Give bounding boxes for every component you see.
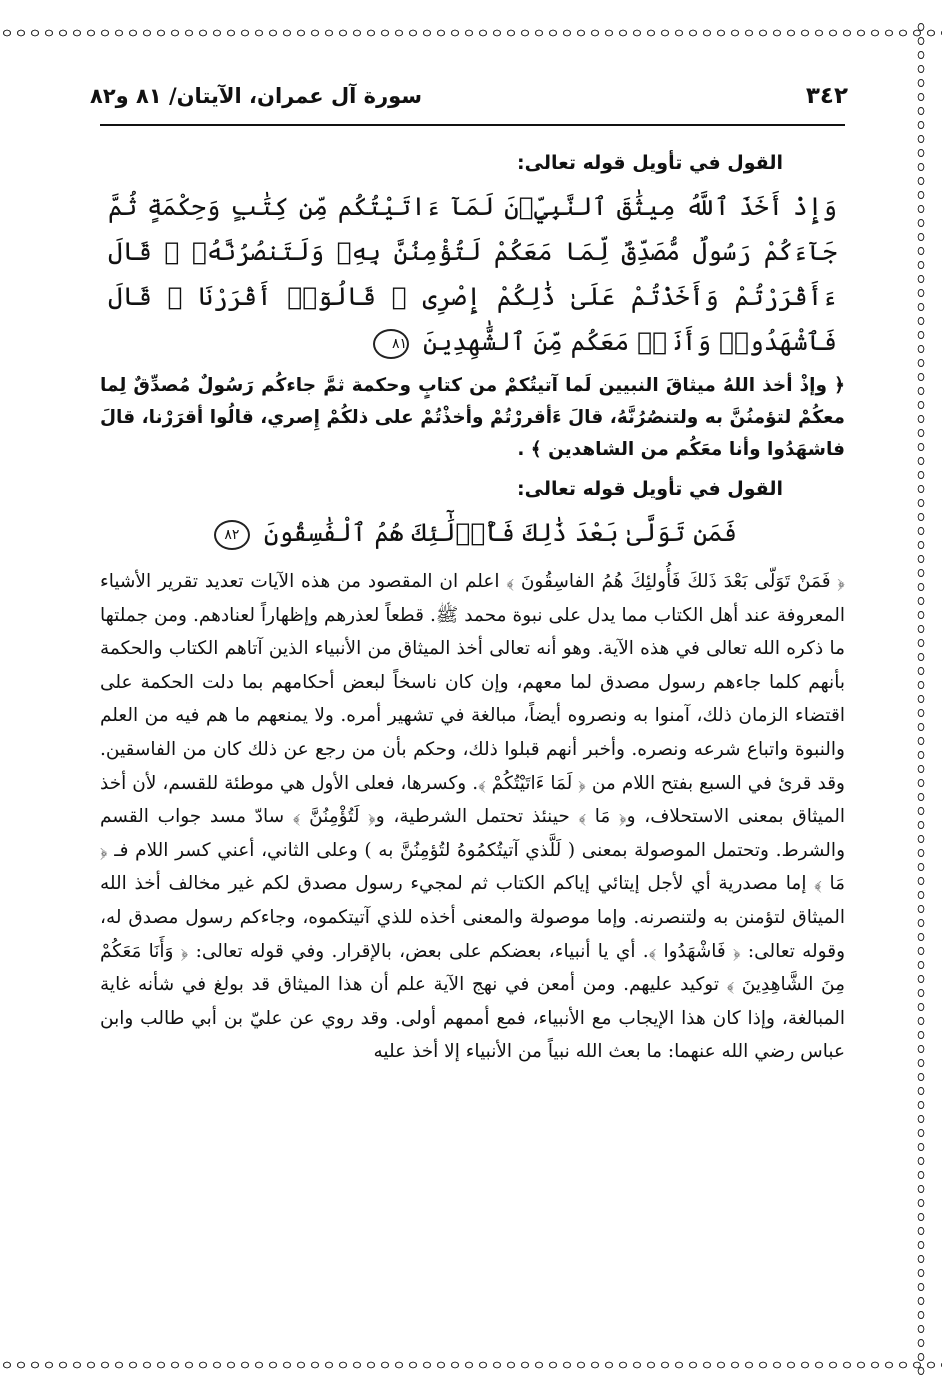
header-divider	[100, 124, 845, 126]
page-header	[90, 78, 848, 114]
section-heading-1: القول في تأويل قوله تعالى:	[517, 152, 783, 174]
commentary-paragraph: ﴿ فَمَنْ تَوَلّى بَعْدَ ذَلكَ فَأُولئِكَ هُمُ الفاسِقُونَ ﴾ اعلم ان المقصود من هذه الآيات تعديد تقرير الأشياء المعروفة عند أهل الكتاب مما يدل على نبوة محمد ﷺ. قطعاً لعذرهم وإظهاراً لعنادهم. ومن جملتها ما ذكره الله تعالى في هذه الآية. وهو أنه تعالى أخذ الميثاق من الأنبياء الذين آتاهم الكتاب والحكمة بأنهم كلما جاءهم رسول مصدق لما معهم، وإن كان ناسخاً لبعض أحكامهم بما دلت الحكمة على اقتضاء الزمان ذلك، آمنوا به ونصروه أيضاً، مبالغة في تشهير أمره. ولا يمنعهم ما هم فيه من العلم والنبوة واتباع شرعه ونصره. وأخبر أنهم قبلوا ذلك، وحكم بأن من رجع عن ذلك كان من الفاسقين. وقد قرئ في السبع بفتح اللام من ﴿ لَمَا ءَاتَيْتُكُمْ ﴾. وكسرها، فعلى الأول هي موطئة للقسم، لأن أخذ الميثاق بمعنى الاستحلاف، و﴿ مَا ﴾ حينئذ تحتمل الشرطية، و﴿ لَتُؤْمِنُنَّ ﴾ سادّ مسد جواب القسم والشرط. وتحتمل الموصولة بمعنى ( لَلَّذي آتيتُكمُوهُ لتُؤمِنُنَّ به ) وعلى الثاني، أعني كسر اللام فـ ﴿ مَا ﴾ إما مصدرية أي لأجل إيتائي إياكم الكتاب ثم لمجيء رسول مصدق لكم غير مخالف أخذ الله الميثاق لتؤمنن به ولتنصرنه. وإما موصولة والمعنى أخذه للذي آتيتكموه، وجاءكم رسول مصدق له، وقوله تعالى: ﴿ فَاشْهَدُوا ﴾. أي يا أنبياء، بعضكم على بعض، بالإقرار. وفي قوله تعالى: ﴿ وَأَنَا مَعَكُمْ مِنَ الشَّاهِدِينَ ﴾ توكيد عليهم. ومن أمعن في نهج الآية علم أن هذا الميثاق قد بولغ في شأنه غاية المبالغة، وإذا كان هذا الإيجاب مع الأنبياء، فمع أممهم أولى. وقد روي عن عليّ بن أبي طالب وابن عباس رضي الله عنهما: ما بعث الله نبياً من الأنبياء إلا أخذ عليه	[100, 571, 845, 1063]
verse-number-marker-81: ٨١	[373, 329, 409, 359]
verse-restatement-81: ﴿ وإذْ أخذ اللهُ ميثاقَ النبيين لَما آتيتُكمْ من كتابٍ وحكمة ثمَّ جاءكُم رَسُولٌ مُصدِّقٌ لِما معكُمْ لتؤمنُنَّ به ولتنصُرُنَّهُ، قالَ ءَأقررْتُمْ وأخذْتُمْ على ذلكُمْ إِصري، قالُوا أقرَرْنا، قالَ فاشهَدُوا وأنا معَكُم من الشاهدين ﴾ .	[100, 375, 845, 460]
quran-verse-81	[108, 184, 837, 364]
page-content	[100, 140, 845, 1069]
bottom-decorative-border	[0, 1352, 942, 1378]
verse-number-marker-82: ٨٢	[214, 520, 250, 550]
quran-verse-82	[100, 510, 845, 555]
verse-text-81: وَإِذْ أَخَذَ ٱللَّهُ مِيثَٰقَ ٱلنَّبِيِّۦنَ لَمَآ ءَاتَيْتُكُم مِّن كِتَٰبٍ وَحِكْمَةٍ ثُمَّ جَآءَكُمْ رَسُولٌ مُّصَدِّقٌ لِّمَا مَعَكُمْ لَتُؤْمِنُنَّ بِهِۦ وَلَتَنصُرُنَّهُۥ ۚ قَالَ ءَأَقْرَرْتُمْ وَأَخَذْتُمْ عَلَىٰ ذَٰلِكُمْ إِصْرِى ۖ قَالُوٓا۟ أَقْرَرْنَا ۚ قَالَ فَٱشْهَدُوا۟ وَأَنَا۠ مَعَكُم مِّنَ ٱلشَّٰهِدِينَ	[108, 192, 837, 356]
page-number: ٣٤٢	[805, 83, 848, 109]
right-decorative-border	[910, 20, 932, 1380]
section-heading-2: القول في تأويل قوله تعالى:	[517, 478, 783, 500]
running-title: سورة آل عمران، الآيتان/ ٨١ و٨٢	[90, 84, 422, 108]
verse-text-82: فَمَن تَوَلَّىٰ بَعْدَ ذَٰلِكَ فَأُو۟لَٰٓئِكَ هُمُ ٱلْفَٰسِقُونَ	[263, 518, 738, 547]
top-decorative-border	[0, 20, 942, 46]
